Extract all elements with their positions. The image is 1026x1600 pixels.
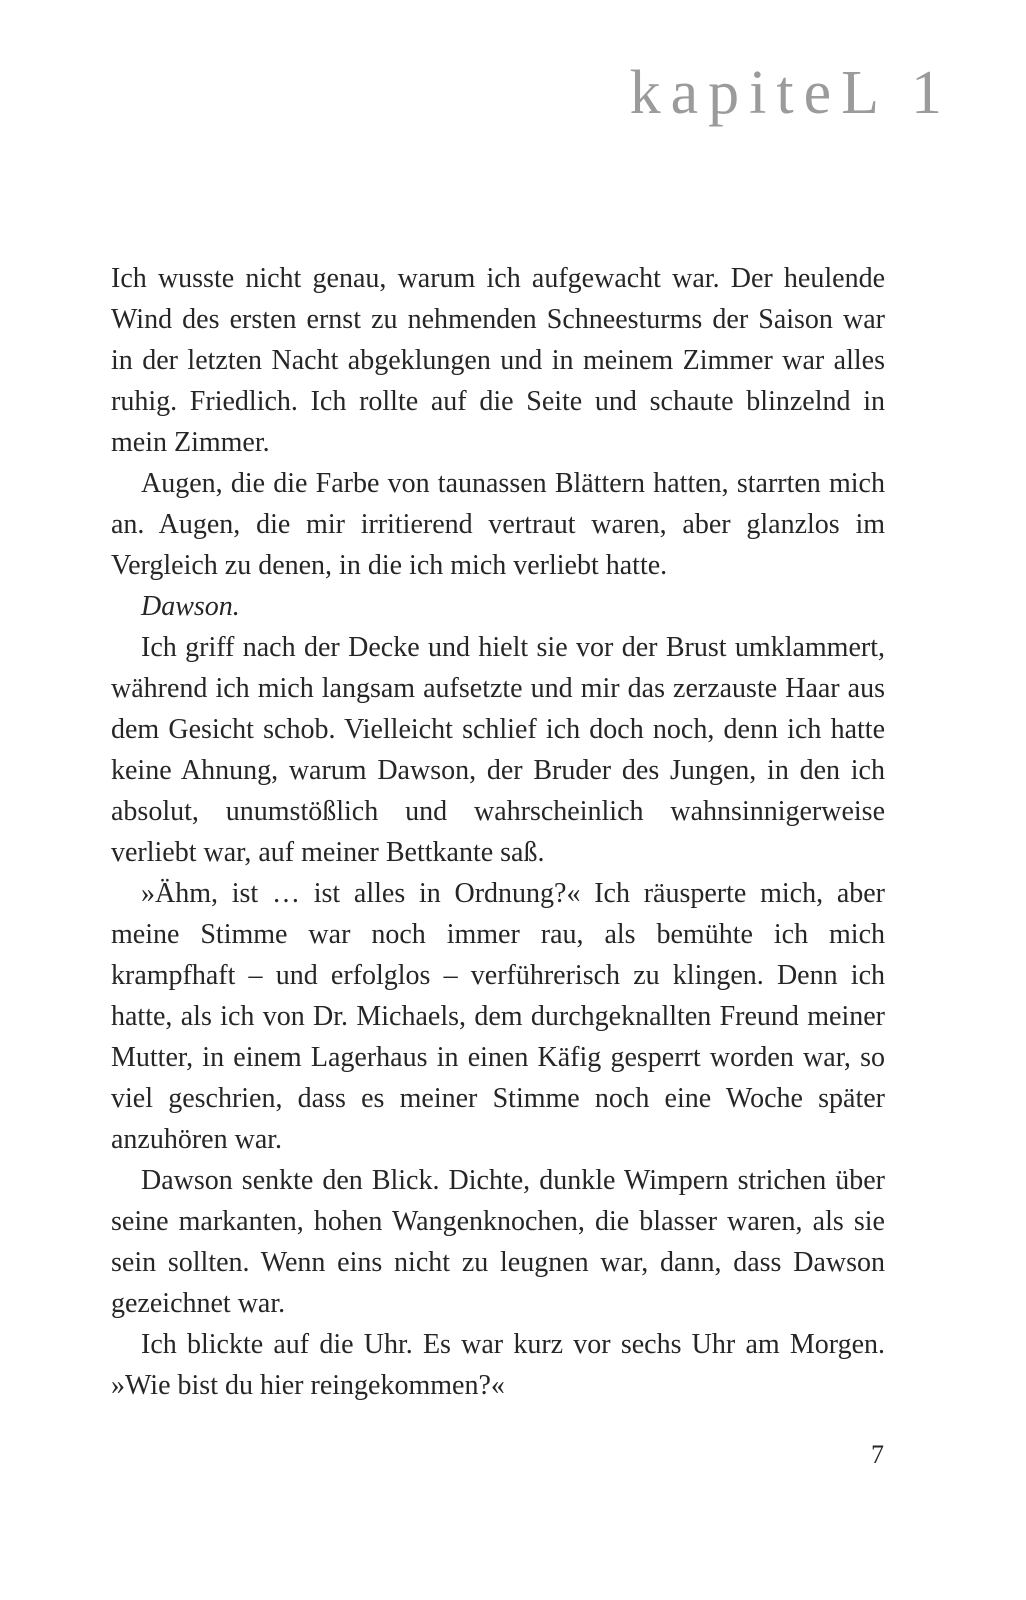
paragraph: Ich wusste nicht genau, warum ich aufgewacht war. Der heulende Wind des ersten ernst zu nehmenden Schneesturms der Saison war in der letzten Nacht abgeklungen und in meinem Zimmer war alles ruhig. Friedlich. Ich rollte auf die Seite und schaute blinzelnd in mein Zimmer. <box>111 263 885 458</box>
paragraph: »Ähm, ist … ist alles in Ordnung?« Ich räusperte mich, aber meine Stimme war noch immer rau, als bemühte ich mich krampfhaft – und erfolglos – verführerisch zu klingen. Denn ich hatte, als ich von Dr. Michaels, dem durchgeknallten Freund meiner Mutter, in einem Lagerhaus in einen Käfig gesperrt worden war, so viel geschrien, dass es meiner Stimme noch eine Woche später anzuhören war. <box>111 878 885 1155</box>
chapter-number: 1 <box>911 59 952 127</box>
paragraph: Augen, die die Farbe von taunassen Blättern hatten, starrten mich an. Augen, die mir irritierend vertraut waren, aber glanzlos im Vergleich zu denen, in die ich mich verliebt hatte. <box>111 468 885 581</box>
paragraph: Dawson senkte den Blick. Dichte, dunkle Wimpern strichen über seine markanten, hohen Wangenknochen, die blasser waren, als sie sein sollten. Wenn eins nicht zu leugnen war, dann, dass Dawson gezeichnet war. <box>111 1165 885 1319</box>
paragraph: Ich blickte auf die Uhr. Es war kurz vor sechs Uhr am Morgen. »Wie bist du hier reingekommen?« <box>111 1329 885 1401</box>
page-number: 7 <box>871 1440 884 1469</box>
body-text <box>111 258 885 1406</box>
paragraph: Ich griff nach der Decke und hielt sie vor der Brust umklammert, während ich mich langsam aufsetzte und mir das zerzauste Haar aus dem Gesicht schob. Vielleicht schlief ich doch noch, denn ich hatte keine Ahnung, warum Dawson, der Bruder des Jungen, in den ich absolut, unumstößlich und wahrscheinlich wahnsinnigerweise verliebt war, auf meiner Bettkante saß. <box>111 632 885 868</box>
paragraph: Dawson. <box>141 591 240 622</box>
chapter-heading <box>629 59 952 127</box>
chapter-label: kapiteL <box>629 59 889 127</box>
